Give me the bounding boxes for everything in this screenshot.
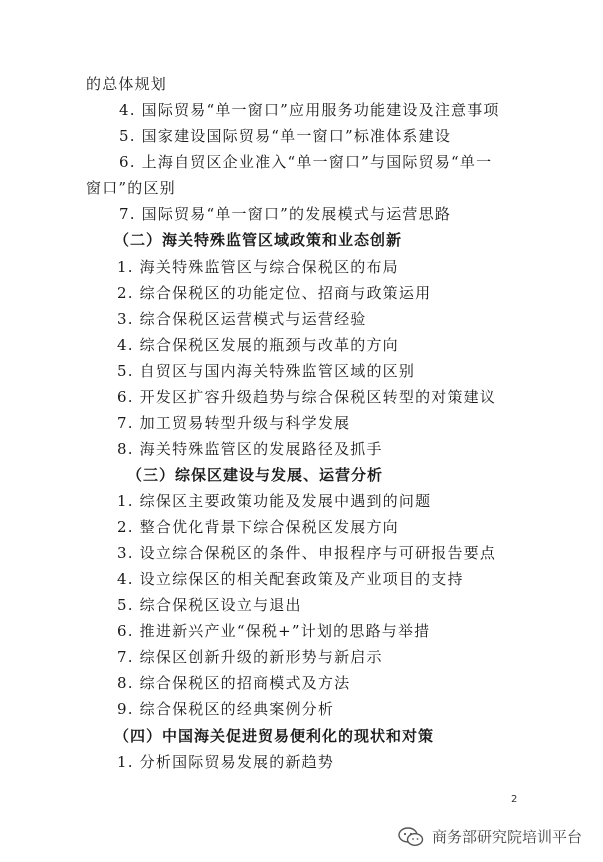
list-item: 3. 综合保税区运营模式与运营经验 [117,310,367,328]
list-item: 4. 设立综保区的相关配套政策及产业项目的支持 [117,570,464,588]
list-item: 窗口”的区别 [86,179,176,197]
list-item: 5. 自贸区与国内海关特殊监管区域的区别 [117,362,416,380]
list-item: 6. 上海自贸区企业准入“单一窗口”与国际贸易“单一 [119,153,493,171]
list-item: 8. 综合保税区的招商模式及方法 [117,674,351,692]
list-item: 5. 国家建设国际贸易“单一窗口”标准体系建设 [119,127,452,145]
list-item: 2. 综合保税区的功能定位、招商与政策运用 [117,284,432,302]
list-item: 7. 综保区创新升级的新形势与新启示 [117,648,383,666]
list-item: 8. 海关特殊监管区的发展路径及抓手 [117,440,383,458]
list-item: 7. 加工贸易转型升级与科学发展 [117,414,351,432]
watermark [398,826,582,847]
section-heading: （四）中国海关促进贸易便利化的现状和对策 [114,727,435,745]
list-item: 7. 国际贸易“单一窗口”的发展模式与运营思路 [119,205,452,223]
list-item: 的总体规划 [86,75,168,93]
page-number: 2 [511,794,518,805]
list-item: 9. 综合保税区的经典案例分析 [117,700,335,718]
wechat-icon [398,827,424,847]
watermark-text: 商务部研究院培训平台 [432,828,583,846]
list-item: 4. 综合保税区发展的瓶颈与改革的方向 [117,336,399,354]
list-item: 1. 分析国际贸易发展的新趋势 [117,753,335,771]
list-item: 6. 开发区扩容升级趋势与综合保税区转型的对策建议 [117,388,497,406]
section-heading: （二）海关特殊监管区域政策和业态创新 [114,231,403,249]
section-heading: （三）综保区建设与发展、运营分析 [127,466,384,484]
list-item: 6. 推进新兴产业“保税+”计划的思路与举措 [117,622,431,640]
list-item: 5. 综合保税区设立与退出 [117,596,302,614]
list-item: 3. 设立综合保税区的条件、申报程序与可研报告要点 [117,544,497,562]
list-item: 2. 整合优化背景下综合保税区发展方向 [117,518,399,536]
list-item: 4. 国际贸易“单一窗口”应用服务功能建设及注意事项 [119,101,500,119]
list-item: 1. 海关特殊监管区与综合保税区的布局 [117,258,399,276]
list-item: 1. 综保区主要政策功能及发展中遇到的问题 [117,492,432,510]
